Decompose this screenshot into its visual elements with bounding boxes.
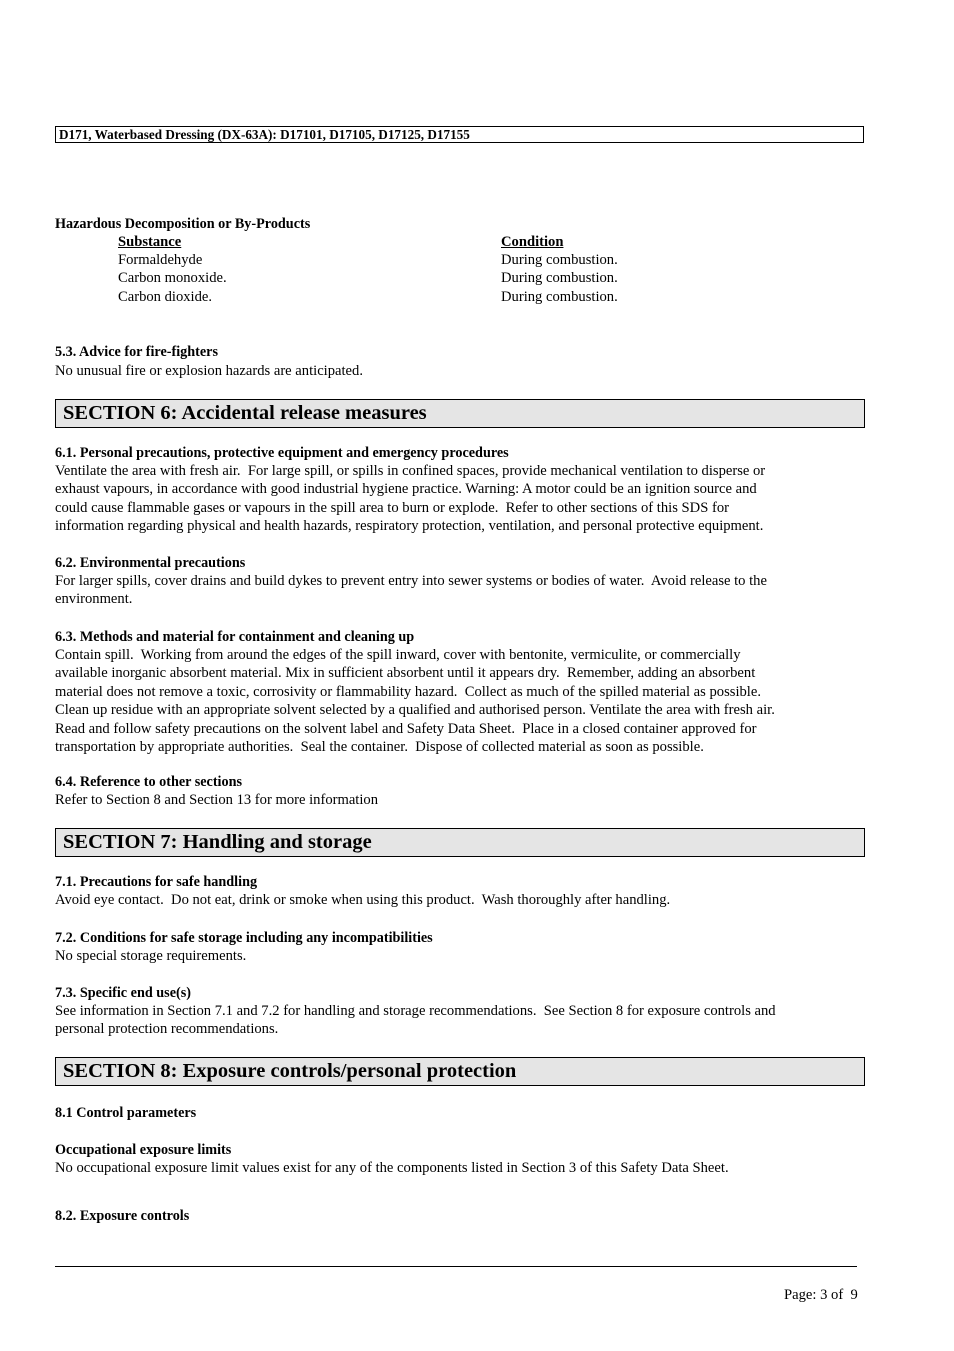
text-line: Contain spill. Working from around the edges of the spill inward, cover with bentonite, vermiculite, or commercially	[55, 647, 741, 663]
text-line: environment.	[55, 591, 133, 608]
text-line: For larger spills, cover drains and build dykes to prevent entry into sewer systems or bodies of water. Avoid release to the	[55, 573, 767, 589]
subsection-7-2-heading: 7.2. Conditions for safe storage including any incompatibilities	[55, 930, 433, 946]
document-header: D171, Waterbased Dressing (DX-63A): D17101, D17105, D17125, D17155	[55, 126, 864, 143]
subsection-6-1-text	[55, 462, 855, 536]
subsection-6-3-heading: 6.3. Methods and material for containment and cleaning up	[55, 629, 415, 645]
hazardous-decomposition-heading: Hazardous Decomposition or By-Products	[55, 216, 311, 232]
table-row-condition: During combustion.	[501, 270, 618, 286]
subsection-6-4-text: Refer to Section 8 and Section 13 for more information	[55, 792, 379, 808]
subsection-7-3-heading: 7.3. Specific end use(s)	[55, 985, 191, 1001]
substance-column-header: Substance	[118, 234, 182, 250]
subsection-5-3-heading: 5.3. Advice for fire-fighters	[55, 344, 218, 360]
subsection-6-2-text	[55, 572, 855, 609]
page-number: Page: 3 of 9	[784, 1287, 858, 1303]
subsection-7-1-text: Avoid eye contact. Do not eat, drink or smoke when using this product. Wash thoroughly after handling.	[55, 892, 671, 908]
text-line: material does not remove a toxic, corrosivity or flammability hazard. Collect as much of the spilled material as possible.	[55, 683, 761, 700]
text-line: Read and follow safety precautions on the solvent label and Safety Data Sheet. Place in a closed container approved for	[55, 720, 757, 737]
table-row-substance: Carbon dioxide.	[118, 289, 213, 305]
subsection-7-3-text	[55, 1002, 855, 1039]
section-8-title: SECTION 8: Exposure controls/personal protection	[55, 1057, 865, 1086]
text-line: See information in Section 7.1 and 7.2 for handling and storage recommendations. See Section 8 for exposure controls and	[55, 1003, 776, 1019]
text-line: Ventilate the area with fresh air. For large spill, or spills in confined spaces, provide mechanical ventilation to disperse or	[55, 463, 766, 479]
subsection-6-1-heading: 6.1. Personal precautions, protective equipment and emergency procedures	[55, 445, 509, 461]
occupational-exposure-limits-heading: Occupational exposure limits	[55, 1142, 232, 1158]
occupational-exposure-limits-text: No occupational exposure limit values exist for any of the components listed in Section 3 of this Safety Data Sheet.	[55, 1160, 729, 1176]
text-line: transportation by appropriate authorities. Seal the container. Dispose of collected material as soon as possible.	[55, 739, 704, 756]
text-line: Clean up residue with an appropriate solvent selected by a qualified and authorised person. Ventilate the area with fresh air.	[55, 702, 775, 719]
subsection-5-3-text: No unusual fire or explosion hazards are anticipated.	[55, 363, 363, 379]
subsection-7-2-text: No special storage requirements.	[55, 948, 247, 964]
text-line: available inorganic absorbent material. Mix in sufficient absorbent until it appears dry. Remember, adding an absorbent	[55, 665, 756, 682]
section-7-title: SECTION 7: Handling and storage	[55, 828, 865, 857]
subsection-6-4-heading: 6.4. Reference to other sections	[55, 774, 243, 790]
footer-divider	[55, 1266, 857, 1267]
condition-column-header: Condition	[501, 234, 564, 250]
text-line: could cause flammable gases or vapours in the spill area to burn or explode. Refer to other sections of this SDS for	[55, 499, 729, 516]
table-row-substance: Carbon monoxide.	[118, 270, 227, 286]
text-line: personal protection recommendations.	[55, 1021, 279, 1038]
subsection-8-2-heading: 8.2. Exposure controls	[55, 1208, 190, 1224]
subsection-8-1-heading: 8.1 Control parameters	[55, 1105, 197, 1121]
subsection-6-3-text	[55, 646, 855, 756]
text-line: information regarding physical and health hazards, respiratory protection, ventilation, and personal protective equipment.	[55, 518, 764, 535]
subsection-6-2-heading: 6.2. Environmental precautions	[55, 555, 246, 571]
table-row-condition: During combustion.	[501, 289, 618, 305]
subsection-7-1-heading: 7.1. Precautions for safe handling	[55, 874, 258, 890]
table-row-condition: During combustion.	[501, 252, 618, 268]
table-row-substance: Formaldehyde	[118, 252, 203, 268]
section-6-title: SECTION 6: Accidental release measures	[55, 399, 865, 428]
text-line: exhaust vapours, in accordance with good industrial hygiene practice. Warning: A motor could be an ignition source and	[55, 481, 757, 498]
